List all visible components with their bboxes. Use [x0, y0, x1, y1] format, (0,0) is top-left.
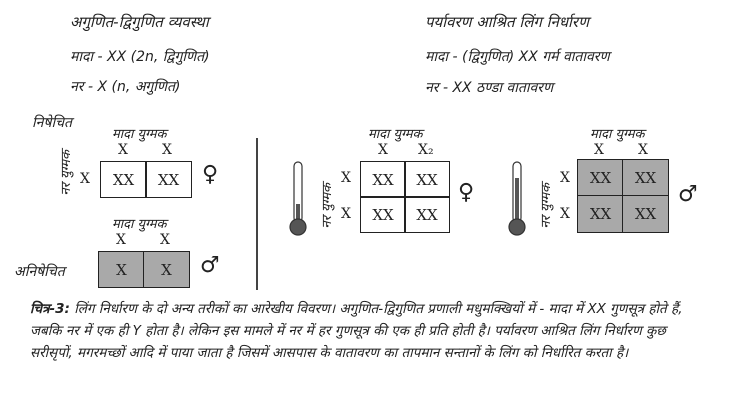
male-gamete-label: नर युग्मक: [59, 150, 74, 196]
male-symbol: ♂: [200, 253, 220, 278]
gamete-x: X: [162, 142, 172, 158]
male-gamete-label: नर युग्मक: [539, 183, 554, 229]
left-male-line: नर - X (n, अगुणित): [70, 79, 181, 95]
figure-caption: [30, 298, 710, 364]
female-symbol: ♀: [202, 162, 219, 187]
left-female-line: मादा - XX (2n, द्विगुणित): [70, 49, 210, 65]
right-header-title: पर्यावरण आश्रित लिंग निर्धारण: [425, 13, 589, 31]
gamete-x2: X₂: [418, 142, 434, 158]
female-gamete-label: मादा युग्मक: [590, 127, 645, 142]
punnett-cell-gray: XX: [622, 195, 669, 233]
male-symbol: ♂: [678, 182, 698, 207]
section-divider: [256, 138, 258, 290]
punnett-cell-gray: X: [143, 251, 190, 288]
punnett-cell: XX: [404, 196, 450, 233]
gamete-x: X: [116, 232, 126, 248]
punnett-cell-gray: X: [98, 251, 145, 288]
fertilized-label: निषेचित: [32, 115, 72, 131]
gamete-x: X: [160, 232, 170, 248]
female-gamete-label: मादा युग्मक: [368, 127, 423, 142]
punnett-cell: XX: [100, 161, 147, 198]
right-female-line: मादा - (द्विगुणित) XX गर्म वातावरण: [425, 49, 610, 65]
caption-text: लिंग निर्धारण के दो अन्य तरीकों का आरेखीय विवरण। अगुणित-द्विगुणित प्रणाली मधुमक्खियों में - मादा में XX गुणसूत्र होते हैं, जबकि नर में एक ही Y होता है। लेकिन इस मामले में नर में हर गुणसूत्र की एक ही प्रति होती है। पर्यावरण आश्रित लिंग निर्धारण कुछ सरीसृपों, मगरमच्छों आदि में पाया जाता है जिसमें आसपास के वातावरण का तापमान सन्तानों के लिंग को निर्धारित करता है।: [30, 301, 683, 361]
gamete-x: X: [118, 142, 128, 158]
gamete-x: X: [80, 171, 90, 187]
punnett-cell-gray: XX: [577, 159, 624, 197]
female-symbol: ♀: [458, 180, 475, 205]
punnett-cell-gray: XX: [577, 195, 624, 233]
gamete-x: X: [378, 142, 388, 158]
gamete-x: X: [560, 170, 570, 186]
right-male-line: नर - XX ठण्डा वातावरण: [425, 80, 554, 96]
punnett-cell-gray: XX: [622, 159, 669, 197]
unfertilized-label: अनिषेचित: [14, 264, 65, 280]
thermometer-cold-icon: [505, 160, 529, 240]
gamete-x: X: [341, 170, 351, 186]
punnett-cell: XX: [360, 196, 406, 233]
caption-prefix: चित्र-3:: [30, 301, 70, 317]
female-gamete-label: मादा युग्मक: [112, 127, 167, 142]
gamete-x: X: [560, 206, 570, 222]
female-gamete-label: मादा युग्मक: [112, 217, 167, 232]
punnett-cell: XX: [145, 161, 192, 198]
gamete-x: X: [341, 206, 351, 222]
gamete-x: X: [638, 142, 648, 158]
gamete-x: X: [594, 142, 604, 158]
left-header-title: अगुणित-द्विगुणित व्यवस्था: [70, 13, 209, 31]
punnett-cell: XX: [360, 161, 406, 198]
thermometer-warm-icon: [286, 160, 310, 240]
punnett-cell: XX: [404, 161, 450, 198]
male-gamete-label: नर युग्मक: [320, 183, 335, 229]
